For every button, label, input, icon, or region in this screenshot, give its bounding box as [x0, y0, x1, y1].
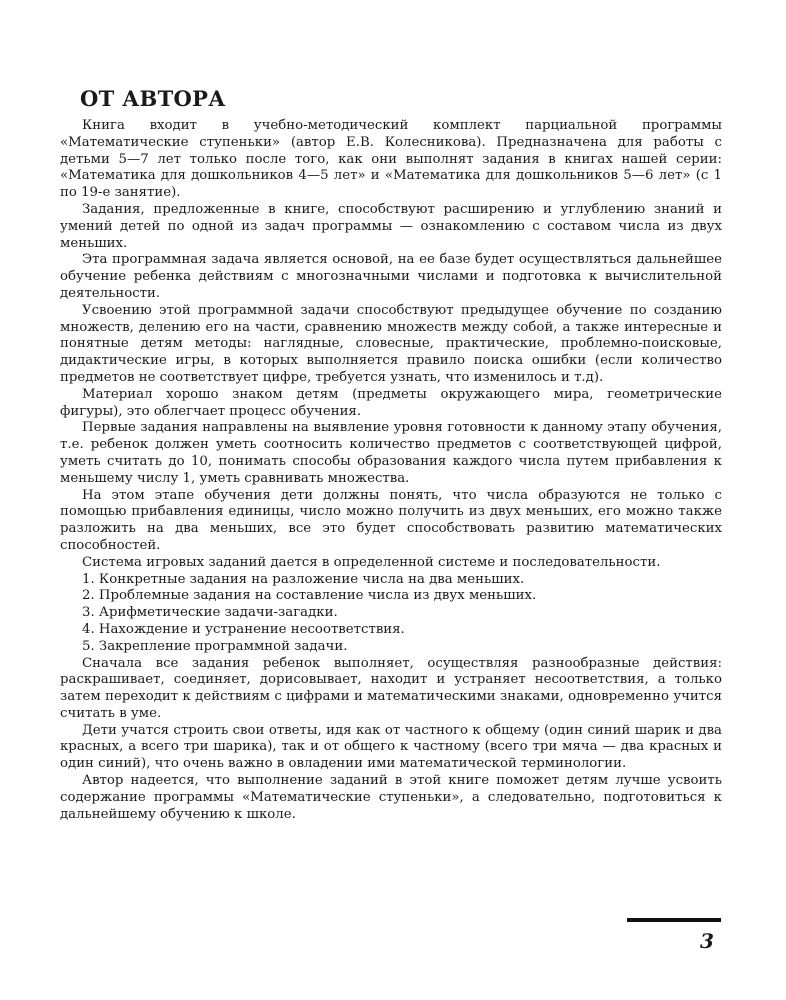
paragraph: Дети учатся строить свои ответы, идя как от частного к общему (один синий шарик и два красных, а всего три шарика), так и от общего к частному (всего три мяча — два красных и один синий), что очень важно в овладении ими математической терминологии. — [60, 722, 722, 772]
paragraph: Первые задания направлены на выявление уровня готовности к данному этапу обучения, т.е. ребенок должен уметь соотносить количество предметов с соответствующей цифрой, уметь считать до 10, понимать способы образования каждого числа путем прибавления к меньшему числу 1, уметь сравнивать множества. — [60, 420, 722, 486]
paragraph: Материал хорошо знаком детям (предметы окружающего мира, геометрические фигуры), это облегчает процесс обучения. — [60, 386, 722, 419]
footer-rule — [627, 918, 721, 922]
list-item: 5. Закрепление программной задачи. — [82, 638, 348, 654]
task-list — [60, 572, 722, 656]
body-text — [60, 118, 722, 823]
paragraph: Книга входит в учебно-методический комплект парциальной программы «Математические ступеньки» (автор Е.В. Колесникова). Предназначена для работы с детьми 5—7 лет только после того, как они выполнят задания в книгах нашей серии: «Математика для дошкольников 4—5 лет» и «Математика для дошкольников 5—6 лет» (с 1 по 19-е занятие). — [60, 118, 722, 201]
list-item: 1. Конкретные задания на разложение числа на два меньших. — [82, 571, 525, 587]
paragraph: Система игровых заданий дается в определенной системе и последовательности. — [82, 554, 661, 570]
list-item: 3. Арифметические задачи-загадки. — [82, 605, 338, 621]
list-item: 2. Проблемные задания на составление числа из двух меньших. — [82, 588, 537, 604]
paragraph: Эта программная задача является основой, на ее базе будет осуществляться дальнейшее обучение ребенка действиям с многозначными числами и подготовка к вычислительной деятельности. — [60, 252, 722, 301]
paragraph: Усвоению этой программной задачи способствуют предыдущее обучение по созданию множеств, делению его на части, сравнению множеств между собой, а также интересные и понятные детям методы: наглядные, словесные, практические, проблемно-поисковые, дидактические игры, в которых выполняется правило поиска ошибки (если количество предметов не соответствует цифре, требуется узнать, что изменилось и т.д). — [60, 302, 722, 385]
paragraph: Автор надеется, что выполнение заданий в этой книге поможет детям лучше усвоить содержание программы «Математические ступеньки», а следовательно, подготовиться к дальнейшему обучению к школе. — [60, 773, 722, 822]
paragraph: Сначала все задания ребенок выполняет, осуществляя разнообразные действия: раскрашивает, соединяет, дорисовывает, находит и устраняет несоответствия, а только затем переходит к действиям с цифрами и математическими знаками, одновременно учится считать в уме. — [60, 655, 722, 721]
paragraph: На этом этапе обучения дети должны понять, что числа образуются не только с помощью прибавления единицы, число можно получить из двух меньших, его можно также разложить на два меньших, все это будет способствовать развитию математических способностей. — [60, 487, 722, 553]
page-number: 3 — [700, 929, 714, 953]
paragraph: Задания, предложенные в книге, способствуют расширению и углублению знаний и умений детей по одной из задач программы — ознакомлению с составом числа из двух меньших. — [60, 201, 722, 251]
section-heading: ОТ АВТОРА — [80, 86, 226, 111]
list-item: 4. Нахождение и устранение несоответствия. — [82, 621, 405, 637]
